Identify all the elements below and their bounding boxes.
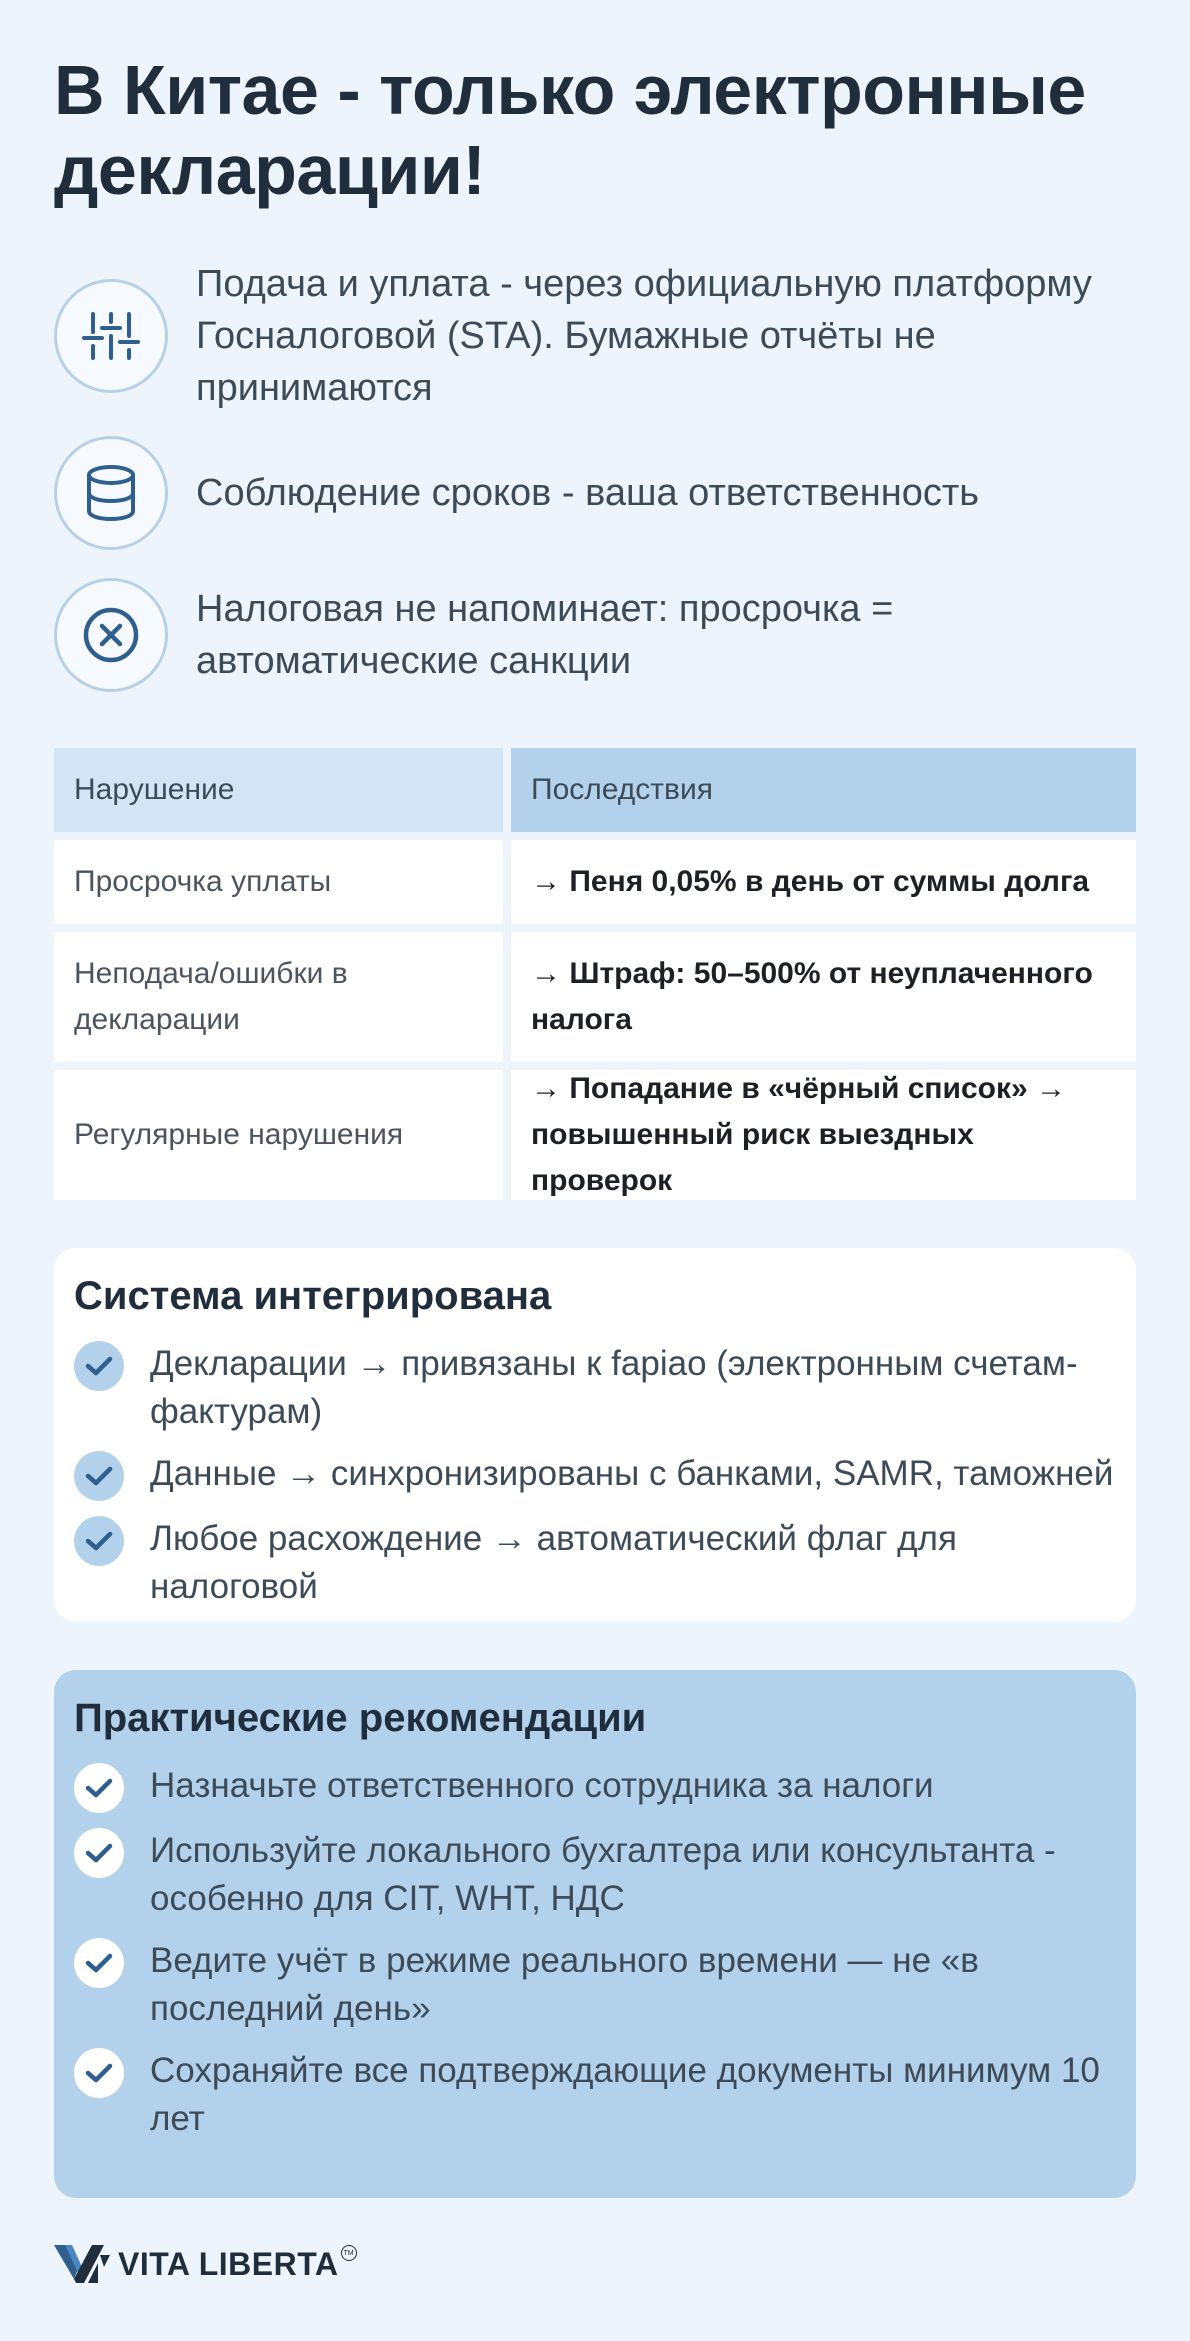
table-cell: Просрочка уплаты (54, 840, 503, 924)
table-header-row (54, 748, 1136, 832)
page-title: В Китае - только электронные декларации! (54, 51, 1086, 209)
check-icon (74, 1451, 124, 1501)
check-icon (74, 1828, 124, 1878)
check-icon (74, 1341, 124, 1391)
list-item (74, 1937, 1116, 2033)
list-item (74, 1515, 1116, 1611)
check-icon (74, 1938, 124, 1988)
check-icon (74, 1763, 124, 1813)
recommendations-title: Практические рекомендации (74, 1696, 647, 1740)
check-icon (74, 1516, 124, 1566)
integration-card (54, 1248, 1136, 1622)
table-header-cell: Последствия (511, 748, 1136, 832)
list-item (74, 1450, 1116, 1501)
x-circle-icon (54, 578, 168, 692)
list-item (74, 1762, 1116, 1813)
logo-mark-icon (54, 2243, 112, 2285)
brand-logo (54, 2242, 357, 2286)
list-item-text: Ведите учёт в режиме реального времени — не «в последний день» (150, 1941, 979, 2028)
table-cell: Регулярные нарушения (54, 1070, 503, 1200)
check-icon (74, 2048, 124, 2098)
key-point (54, 578, 956, 692)
violations-table (54, 748, 1136, 1208)
table-cell: → Пеня 0,05% в день от суммы долга (511, 840, 1136, 924)
list-item (74, 1340, 1116, 1436)
sliders-icon (54, 279, 168, 393)
table-row (54, 840, 1136, 924)
key-point-text: Подача и уплата - через официальную платформу Госналоговой (STA). Бумажные отчёты не принимаются (196, 263, 1092, 409)
list-item (74, 2047, 1116, 2143)
key-point-text: Налоговая не напоминает: просрочка = автоматические санкции (196, 588, 894, 682)
integration-title: Система интегрирована (74, 1274, 552, 1318)
list-item (74, 1827, 1116, 1923)
list-item-text: Декларации → привязаны к fapiao (электронным счетам-фактурам) (150, 1344, 1078, 1431)
brand-name: VITA LIBERTA (118, 2245, 339, 2282)
table-cell: → Попадание в «чёрный список» → повышенный риск выездных проверок (511, 1070, 1136, 1200)
key-point (54, 258, 1096, 414)
database-icon (54, 436, 168, 550)
trademark-mark: TM (341, 2245, 357, 2261)
table-cell: → Штраф: 50–500% от неуплаченного налога (511, 932, 1136, 1062)
recommendations-card (54, 1670, 1136, 2198)
list-item-text: Данные → синхронизированы с банками, SAMR, таможней (150, 1454, 1114, 1493)
list-item-text: Любое расхождение → автоматический флаг для налоговой (150, 1519, 957, 1606)
key-point-text: Соблюдение сроков - ваша ответственность (196, 472, 980, 514)
table-header-cell: Нарушение (54, 748, 503, 832)
key-point (54, 436, 979, 550)
table-row (54, 932, 1136, 1062)
list-item-text: Используйте локального бухгалтера или консультанта - особенно для CIT, WHT, НДС (150, 1831, 1056, 1918)
list-item-text: Сохраняйте все подтверждающие документы минимум 10 лет (150, 2051, 1100, 2138)
table-cell: Неподача/ошибки в декларации (54, 932, 503, 1062)
list-item-text: Назначьте ответственного сотрудника за налоги (150, 1766, 934, 1805)
table-row (54, 1070, 1136, 1200)
